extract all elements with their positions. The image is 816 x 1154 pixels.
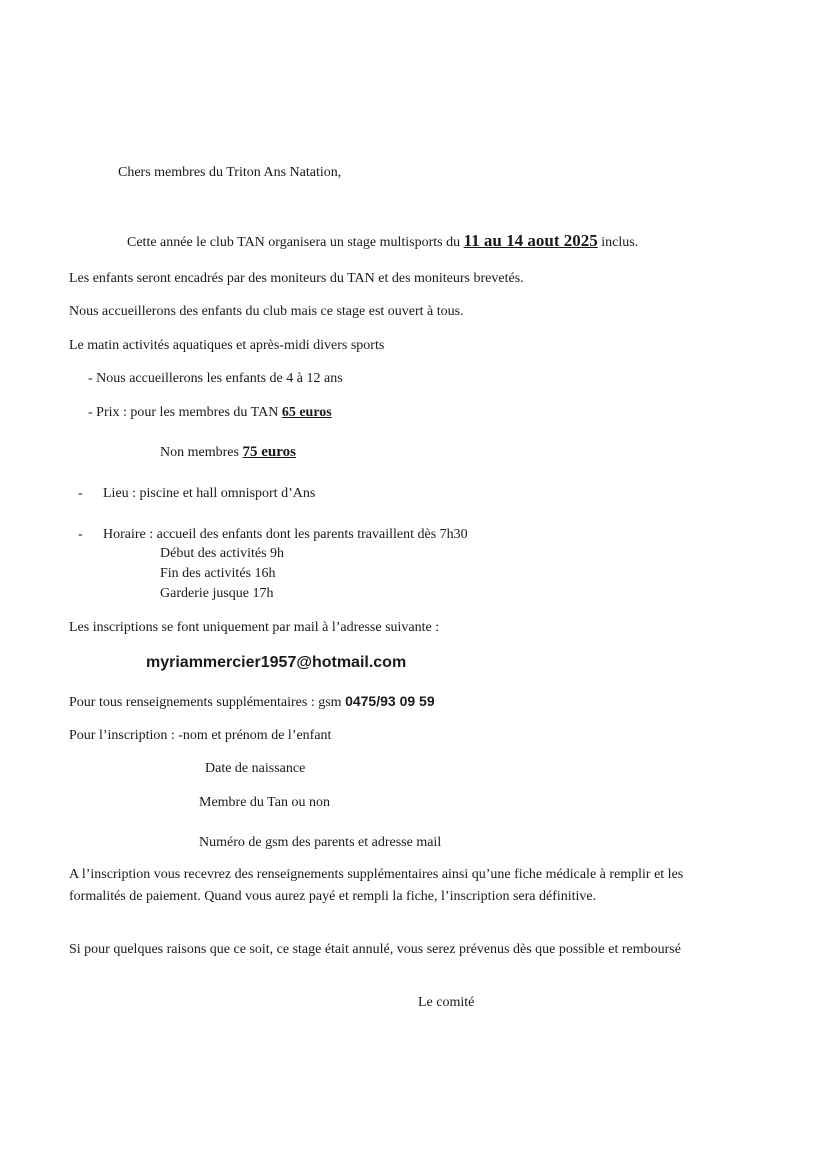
lieu-dash: - [78, 486, 83, 501]
lieu-item: Lieu : piscine et hall omnisport d’Ans [103, 486, 316, 501]
activites-line: Le matin activités aquatiques et après-midi divers sports [69, 338, 385, 353]
intro-suffix: inclus. [597, 235, 639, 250]
inscriptions-line: Les inscriptions se font uniquement par mail à l’adresse suivante : [69, 620, 440, 635]
horaire-garderie: Garderie jusque 17h [160, 586, 274, 601]
horaire-debut: Début des activités 9h [160, 546, 285, 561]
fiche-paragraph: A l’inscription vous recevrez des renseignements supplémentaires ainsi qu’une fiche médicale à remplir et les formalités de paiement. Quand vous aurez payé et rempli la fiche, l’inscription sera définitive. [69, 867, 684, 904]
intro-line [127, 232, 638, 252]
ouvert-line: Nous accueillerons des enfants du club mais ce stage est ouvert à tous. [69, 304, 464, 319]
inscription-line: Pour l’inscription : -nom et prénom de l’enfant [69, 728, 332, 743]
prix-membres-item [88, 404, 332, 422]
ages-item: - Nous accueillerons les enfants de 4 à 12 ans [88, 371, 343, 386]
renseignements-label: Pour tous renseignements supplémentaires : gsm [69, 695, 346, 710]
prix-non-membres: 75 euros [242, 444, 296, 460]
prix-label: - Prix : pour les membres du TAN [88, 405, 282, 420]
intro-text: Cette année le club TAN organisera un stage multisports du [127, 235, 464, 250]
horaire-dash: - [78, 527, 83, 542]
contact-email: myriammercier1957@hotmail.com [146, 654, 407, 671]
horaire-item: Horaire : accueil des enfants dont les parents travaillent dès 7h30 [103, 527, 468, 542]
inscription-naissance: Date de naissance [205, 761, 306, 776]
salutation: Chers membres du Triton Ans Natation, [118, 165, 342, 180]
stage-dates: 11 au 14 aout 2025 [463, 231, 598, 250]
inscription-membre: Membre du Tan ou non [199, 795, 330, 810]
horaire-fin: Fin des activités 16h [160, 566, 276, 581]
gsm-number: 0475/93 09 59 [345, 693, 435, 709]
moniteurs-line: Les enfants seront encadrés par des moniteurs du TAN et des moniteurs brevetés. [69, 271, 524, 286]
prix-membres: 65 euros [281, 405, 332, 420]
annulation-paragraph: Si pour quelques raisons que ce soit, ce stage était annulé, vous serez prévenus dès que possible et remboursé [69, 942, 681, 957]
prix-non-membres-item [160, 443, 296, 462]
non-membres-label: Non membres [160, 445, 243, 460]
inscription-numero: Numéro de gsm des parents et adresse mail [199, 835, 442, 850]
signature: Le comité [418, 995, 475, 1010]
renseignements-line [69, 692, 435, 712]
